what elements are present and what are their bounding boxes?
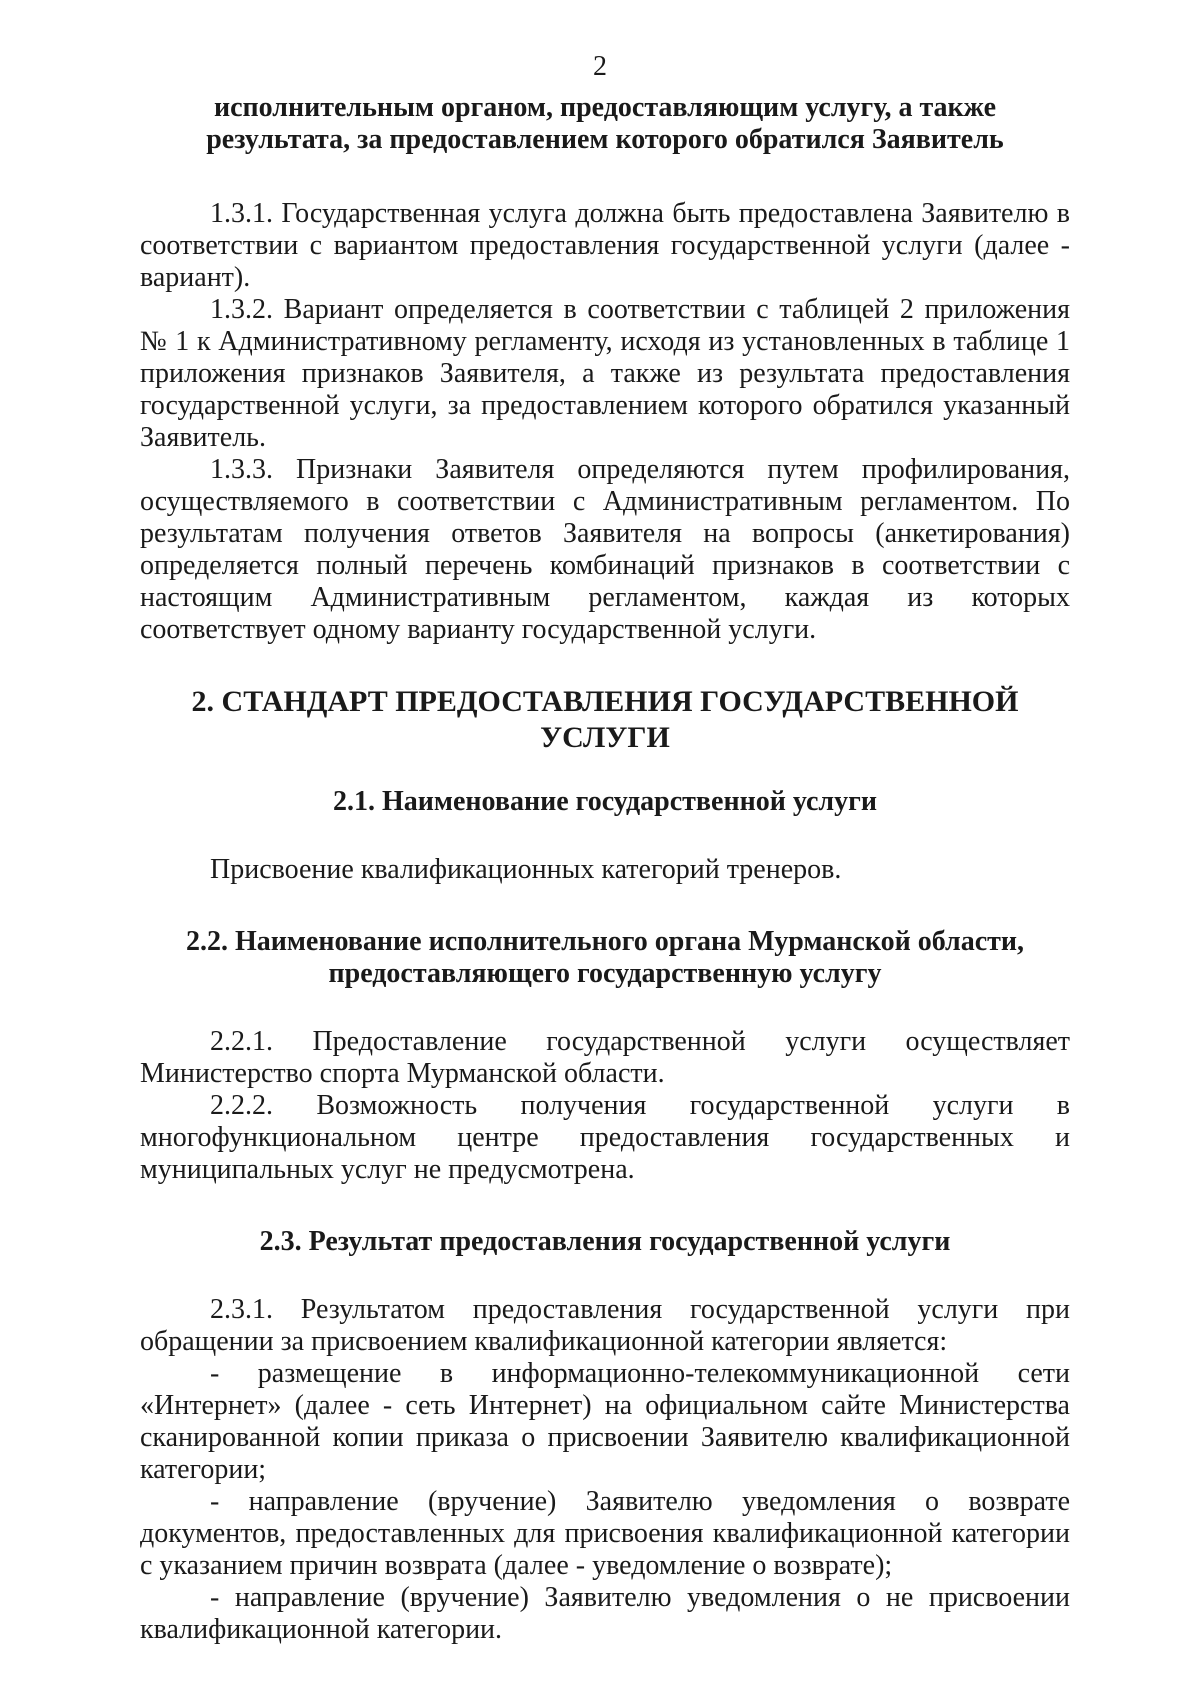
top-heading: исполнительным органом, предоставляющим услугу, а также результата, за предоставлением которого обратился Заявитель: [206, 92, 1004, 155]
paragraph-2-3-1: 2.3.1. Результатом предоставления государственной услуги при обращении за присвоением квалификационной категории является:: [140, 1294, 1070, 1357]
subsection-2-3-title: 2.3. Результат предоставления государственной услуги: [259, 1226, 951, 1257]
paragraph-2-2-2: 2.2.2. Возможность получения государственной услуги в многофункциональном центре предоставления государственных и муниципальных услуг не предусмотрена.: [140, 1090, 1070, 1185]
paragraph-1-3-3: 1.3.3. Признаки Заявителя определяются путем профилирования, осуществляемого в соответствии с Административным регламентом. По результатам получения ответов Заявителя на вопросы (анкетирования) определяется полный перечень комбинаций признаков в соответствии с настоящим Административным регламентом, каждая из которых соответствует одному варианту государственной услуги.: [140, 454, 1070, 645]
list-item-result-2: - направление (вручение) Заявителю уведомления о возврате документов, предоставленных для присвоения квалификационной категории с указанием причин возврата (далее - уведомление о возврате);: [140, 1486, 1070, 1581]
paragraph-1-3-1: 1.3.1. Государственная услуга должна быть предоставлена Заявителю в соответствии с вариантом предоставления государственной услуги (далее - вариант).: [140, 198, 1070, 293]
list-item-result-3: - направление (вручение) Заявителю уведомления о не присвоении квалификационной категории.: [140, 1582, 1070, 1645]
paragraph-1-3-2: 1.3.2. Вариант определяется в соответствии с таблицей 2 приложения № 1 к Административному регламенту, исходя из установленных в таблице 1 приложения признаков Заявителя, а также из результата предоставления государственной услуги, за предоставлением которого обратился указанный Заявитель.: [140, 294, 1070, 453]
subsection-2-1-title: 2.1. Наименование государственной услуги: [333, 786, 877, 817]
section-2-title: 2. СТАНДАРТ ПРЕДОСТАВЛЕНИЯ ГОСУДАРСТВЕННОЙ УСЛУГИ: [191, 685, 1019, 754]
list-item-result-1: - размещение в информационно-телекоммуникационной сети «Интернет» (далее - сеть Интернет) на официальном сайте Министерства сканированной копии приказа о присвоении Заявителю квалификационной категории;: [140, 1358, 1070, 1485]
page-number: 2: [593, 51, 607, 82]
document-body: [140, 92, 1070, 1646]
subsection-2-1-text: Присвоение квалификационных категорий тренеров.: [210, 854, 842, 885]
paragraph-2-2-1: 2.2.1. Предоставление государственной услуги осуществляет Министерство спорта Мурманской области.: [140, 1026, 1070, 1089]
subsection-2-2-title: 2.2. Наименование исполнительного органа Мурманской области, предоставляющего государственную услугу: [185, 926, 1025, 989]
